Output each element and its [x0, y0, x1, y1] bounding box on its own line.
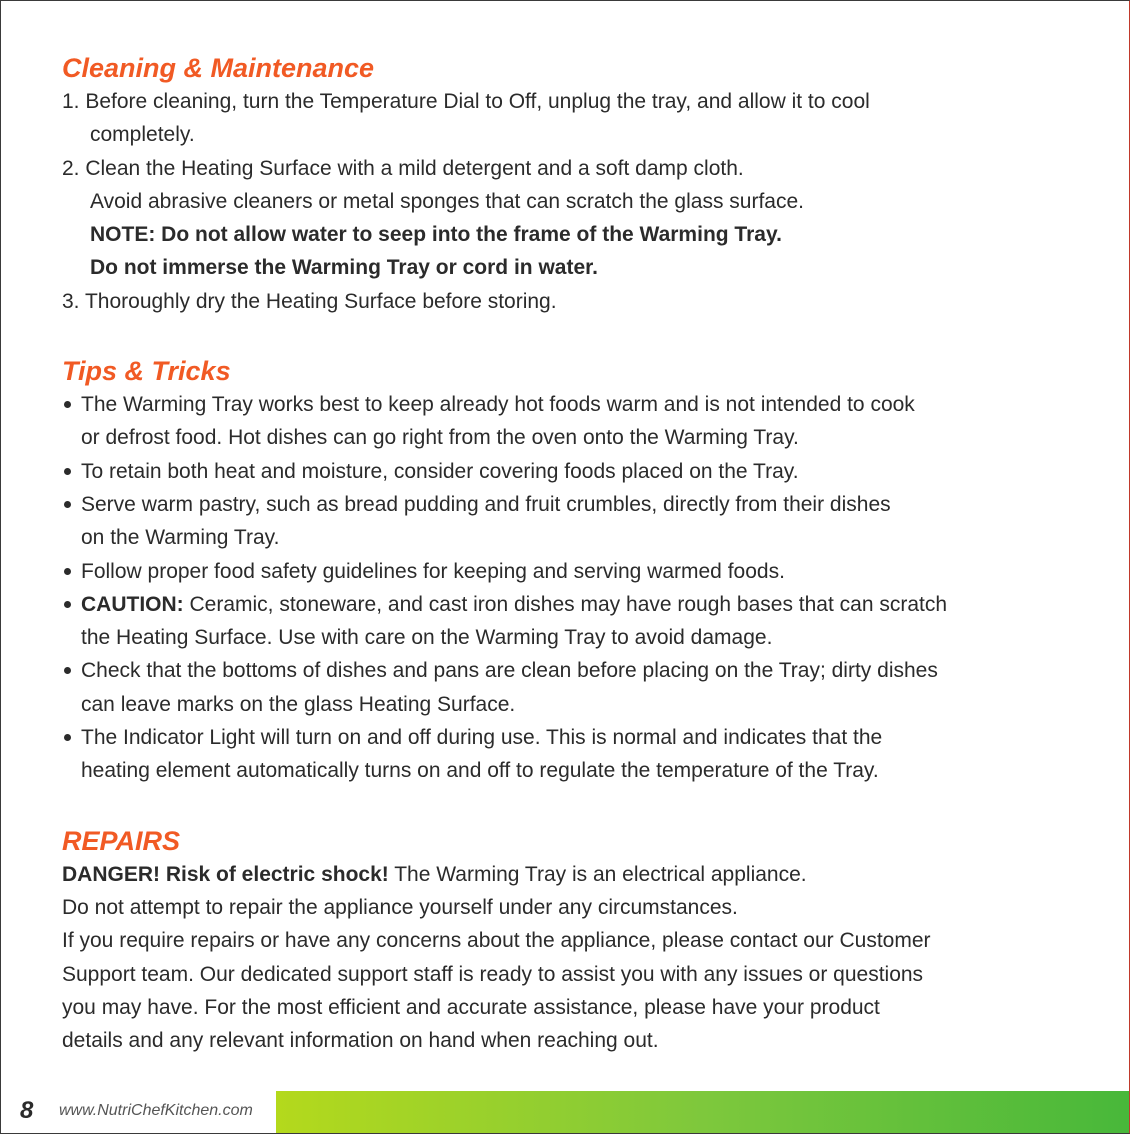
- tip-line: The Warming Tray works best to keep already hot foods warm and is not intended to cook: [81, 393, 915, 417]
- tip-line: [81, 588, 1092, 621]
- tip-line: The Indicator Light will turn on and off during use. This is normal and indicates that the: [81, 726, 883, 750]
- footer-green-bar: [276, 1091, 1129, 1133]
- cleaning-heading: Cleaning & Maintenance: [62, 53, 375, 83]
- caution-label: CAUTION:: [81, 592, 184, 616]
- page-content: [62, 51, 1092, 1057]
- list-item: [62, 555, 1092, 588]
- cleaning-note-1: NOTE: Do not allow water to seep into the frame of the Warming Tray.: [90, 223, 782, 247]
- cleaning-step-1-cont: completely.: [90, 123, 195, 147]
- list-item: [62, 488, 1092, 555]
- bullet-icon: [64, 501, 71, 508]
- cleaning-step-2: 2. Clean the Heating Surface with a mild detergent and a soft damp cloth.: [62, 156, 744, 180]
- tip-line: heating element automatically turns on and off to regulate the temperature of the Tray.: [81, 759, 879, 783]
- list-item: [62, 654, 1092, 721]
- repairs-line: you may have. For the most efficient and accurate assistance, please have your product: [62, 995, 880, 1019]
- section-gap: [62, 318, 1092, 354]
- cleaning-step-2-cont: Avoid abrasive cleaners or metal sponges that can scratch the glass surface.: [90, 189, 804, 213]
- tip-line: on the Warming Tray.: [81, 526, 280, 550]
- section-gap: [62, 788, 1092, 824]
- list-item: [62, 588, 1092, 655]
- tip-line: or defrost food. Hot dishes can go right from the oven onto the Warming Tray.: [81, 426, 799, 450]
- danger-text: The Warming Tray is an electrical appliance.: [388, 862, 807, 886]
- danger-label: DANGER! Risk of electric shock!: [62, 862, 389, 886]
- cleaning-step-1: 1. Before cleaning, turn the Temperature Dial to Off, unplug the tray, and allow it to cool: [62, 90, 870, 113]
- tip-line: To retain both heat and moisture, consider covering foods placed on the Tray.: [81, 459, 799, 483]
- list-item: [62, 721, 1092, 788]
- bullet-icon: [64, 734, 71, 741]
- repairs-section: [62, 824, 1092, 1058]
- tips-list: [62, 388, 1092, 788]
- tips-heading: Tips & Tricks: [62, 356, 231, 387]
- tip-line: Check that the bottoms of dishes and pans are clean before placing on the Tray; dirty dishes: [81, 659, 938, 683]
- tip-line: can leave marks on the glass Heating Surface.: [81, 692, 516, 716]
- bullet-icon: [64, 401, 71, 408]
- cleaning-step-3: 3. Thoroughly dry the Heating Surface before storing.: [62, 289, 557, 313]
- repairs-line: If you require repairs or have any concerns about the appliance, please contact our Customer: [62, 929, 931, 953]
- website-link: www.NutriChefKitchen.com: [59, 1102, 253, 1119]
- cleaning-section: [62, 51, 1092, 318]
- cleaning-note-2: Do not immerse the Warming Tray or cord in water.: [90, 256, 598, 280]
- page-number: 8: [20, 1097, 34, 1124]
- tip-line: the Heating Surface. Use with care on the Warming Tray to avoid damage.: [81, 626, 773, 650]
- tips-section: [62, 354, 1092, 788]
- tip-line: Serve warm pastry, such as bread pudding and fruit crumbles, directly from their dishes: [81, 492, 891, 516]
- page-footer: [1, 1091, 1129, 1133]
- repairs-line: Support team. Our dedicated support staff is ready to assist you with any issues or questions: [62, 962, 924, 986]
- bullet-icon: [64, 667, 71, 674]
- list-item: [62, 388, 1092, 455]
- caution-text: Ceramic, stoneware, and cast iron dishes may have rough bases that can scratch: [183, 592, 948, 616]
- list-item: [62, 455, 1092, 488]
- repairs-heading: REPAIRS: [62, 825, 181, 856]
- repairs-line: Do not attempt to repair the appliance yourself under any circumstances.: [62, 895, 738, 919]
- tip-line: Follow proper food safety guidelines for keeping and serving warmed foods.: [81, 559, 785, 583]
- danger-line: [62, 858, 1092, 891]
- bullet-icon: [64, 601, 71, 608]
- bullet-icon: [64, 568, 71, 575]
- repairs-line: details and any relevant information on hand when reaching out.: [62, 1029, 659, 1053]
- bullet-icon: [64, 468, 71, 475]
